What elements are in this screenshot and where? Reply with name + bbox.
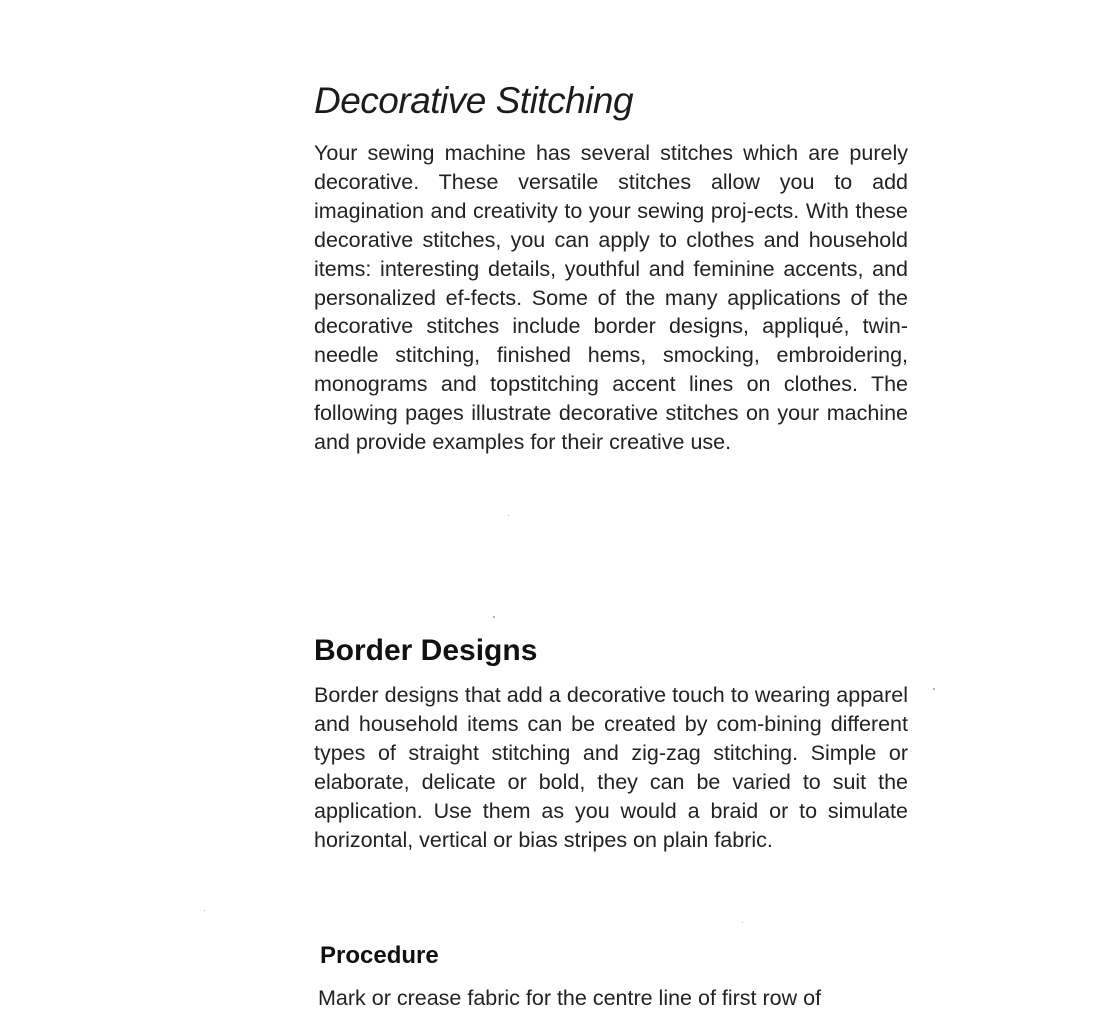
scan-speck	[508, 515, 509, 516]
border-designs-heading: Border Designs	[314, 634, 538, 667]
decorative-stitching-paragraph: Your sewing machine has several stitches which are purely decorative. These versatile stitches allow you to add imagination and creativity to your sewing proj-ects. With these decorative stitches, you can apply to clothes and household items: interesting details, youthful and feminine accents, and personalized ef-fects. Some of the many applications of the decorative stitches include border designs, appliqué, twin-needle stitching, finished hems, smocking, embroidering, monograms and topstitching accent lines on clothes. The following pages illustrate decorative stitches on your machine and provide examples for their creative use.	[314, 141, 908, 455]
border-designs-paragraph: Border designs that add a decorative touch to wearing apparel and household items can be created by com-bining different types of straight stitching and zig-zag stitching. Simple or elaborate, delicate or bold, they can be varied to suit the application. Use them as you would a braid or to simulate horizontal, vertical or bias stripes on plain fabric.	[314, 683, 908, 852]
decorative-stitching-heading: Decorative Stitching	[314, 80, 634, 121]
scan-speck	[493, 616, 495, 618]
scan-speck	[204, 910, 205, 911]
scan-speck	[742, 922, 743, 923]
procedure-heading: Procedure	[320, 942, 439, 969]
procedure-paragraph: Mark or crease fabric for the centre line of first row of	[318, 986, 822, 1010]
scan-speck	[933, 688, 935, 690]
